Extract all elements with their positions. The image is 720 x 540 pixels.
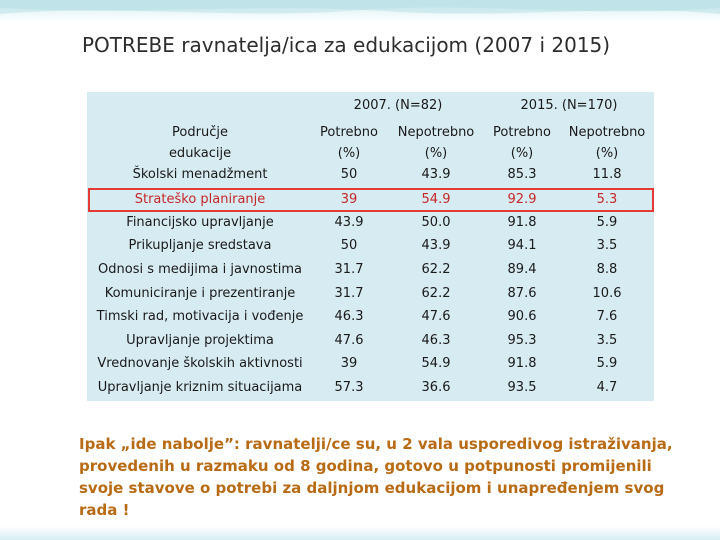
table-cell: 8.8 <box>596 262 618 277</box>
table-cell: 11.8 <box>592 167 622 182</box>
table-cell: 5.9 <box>596 215 618 230</box>
table-cell: 91.8 <box>507 356 537 371</box>
page-title: POTREBE ravnatelja/ica za edukacijom (2007 i 2015) <box>82 33 611 57</box>
table-cell: 3.5 <box>596 333 618 348</box>
col-header-2007-potrebno-unit: (%) <box>337 146 361 161</box>
table-cell: 43.9 <box>334 215 364 230</box>
table-cell: 39 <box>340 192 358 207</box>
table-cell: 94.1 <box>507 238 537 253</box>
row-label: Prikupljanje sredstava <box>128 238 272 253</box>
row-label: Vrednovanje školskih aktivnosti <box>97 356 303 371</box>
table-cell: 93.5 <box>507 380 537 395</box>
row-label: Školski menadžment <box>132 167 268 182</box>
decorative-bottom-band <box>0 526 720 540</box>
row-label: Komuniciranje i prezentiranje <box>104 286 296 301</box>
col-header-2007-nepotrebno-unit: (%) <box>424 146 448 161</box>
group-header-2007: 2007. (N=82) <box>353 98 443 113</box>
table-cell: 89.4 <box>507 262 537 277</box>
table-cell: 62.2 <box>421 262 451 277</box>
table-cell: 46.3 <box>421 333 451 348</box>
row-label: Strateško planiranje <box>134 192 266 207</box>
col-header-2015-nepotrebno-unit: (%) <box>595 146 619 161</box>
table-cell: 92.9 <box>507 192 537 207</box>
table-cell: 10.6 <box>592 286 622 301</box>
row-label: Financijsko upravljanje <box>126 215 274 230</box>
table-cell: 91.8 <box>507 215 537 230</box>
table-cell: 43.9 <box>421 238 451 253</box>
conclusion-text: Ipak „ide nabolje”: ravnatelji/ce su, u 2 vala usporedivog istraživanja, provedenih u razmaku od 8 godina, gotovo u potpunosti promijenili svoje stavove o potrebi za daljnjom edukacijom i unapređenjem svog rada ! <box>79 435 673 519</box>
row-label: Odnosi s medijima i javnostima <box>98 262 302 277</box>
table-cell: 85.3 <box>507 167 537 182</box>
group-header-2015: 2015. (N=170) <box>520 98 618 113</box>
table-cell: 43.9 <box>421 167 451 182</box>
row-label: Timski rad, motivacija i vođenje <box>96 309 304 324</box>
col-header-2015-nepotrebno: Nepotrebno <box>568 125 646 140</box>
row-label: Upravljanje kriznim situacijama <box>97 380 303 395</box>
table-cell: 50.0 <box>421 215 451 230</box>
table-cell: 87.6 <box>507 286 537 301</box>
area-header-line1: Područje <box>172 125 228 140</box>
table-cell: 57.3 <box>334 380 364 395</box>
table-cell: 39 <box>340 356 358 371</box>
col-header-2015-potrebno-unit: (%) <box>510 146 534 161</box>
table-cell: 36.6 <box>421 380 451 395</box>
area-header-line2: edukacije <box>168 146 232 161</box>
table-cell: 7.6 <box>596 309 618 324</box>
table-cell: 47.6 <box>334 333 364 348</box>
table-cell: 62.2 <box>421 286 451 301</box>
table-cell: 47.6 <box>421 309 451 324</box>
table-cell: 54.9 <box>421 356 451 371</box>
table-cell: 90.6 <box>507 309 537 324</box>
row-label: Upravljanje projektima <box>126 333 274 348</box>
table-cell: 46.3 <box>334 309 364 324</box>
table-cell: 31.7 <box>334 286 364 301</box>
table-cell: 4.7 <box>596 380 618 395</box>
table-cell: 5.3 <box>596 192 618 207</box>
table-cell: 3.5 <box>596 238 618 253</box>
table-cell: 54.9 <box>421 192 451 207</box>
col-header-2007-potrebno: Potrebno <box>320 125 378 140</box>
decorative-top-band <box>0 0 720 22</box>
table-cell: 31.7 <box>334 262 364 277</box>
table-cell: 5.9 <box>596 356 618 371</box>
table-cell: 50 <box>340 167 358 182</box>
col-header-2015-potrebno: Potrebno <box>493 125 551 140</box>
decorative-wave <box>0 0 720 22</box>
table-cell: 95.3 <box>507 333 537 348</box>
col-header-2007-nepotrebno: Nepotrebno <box>397 125 475 140</box>
table-cell: 50 <box>340 238 358 253</box>
